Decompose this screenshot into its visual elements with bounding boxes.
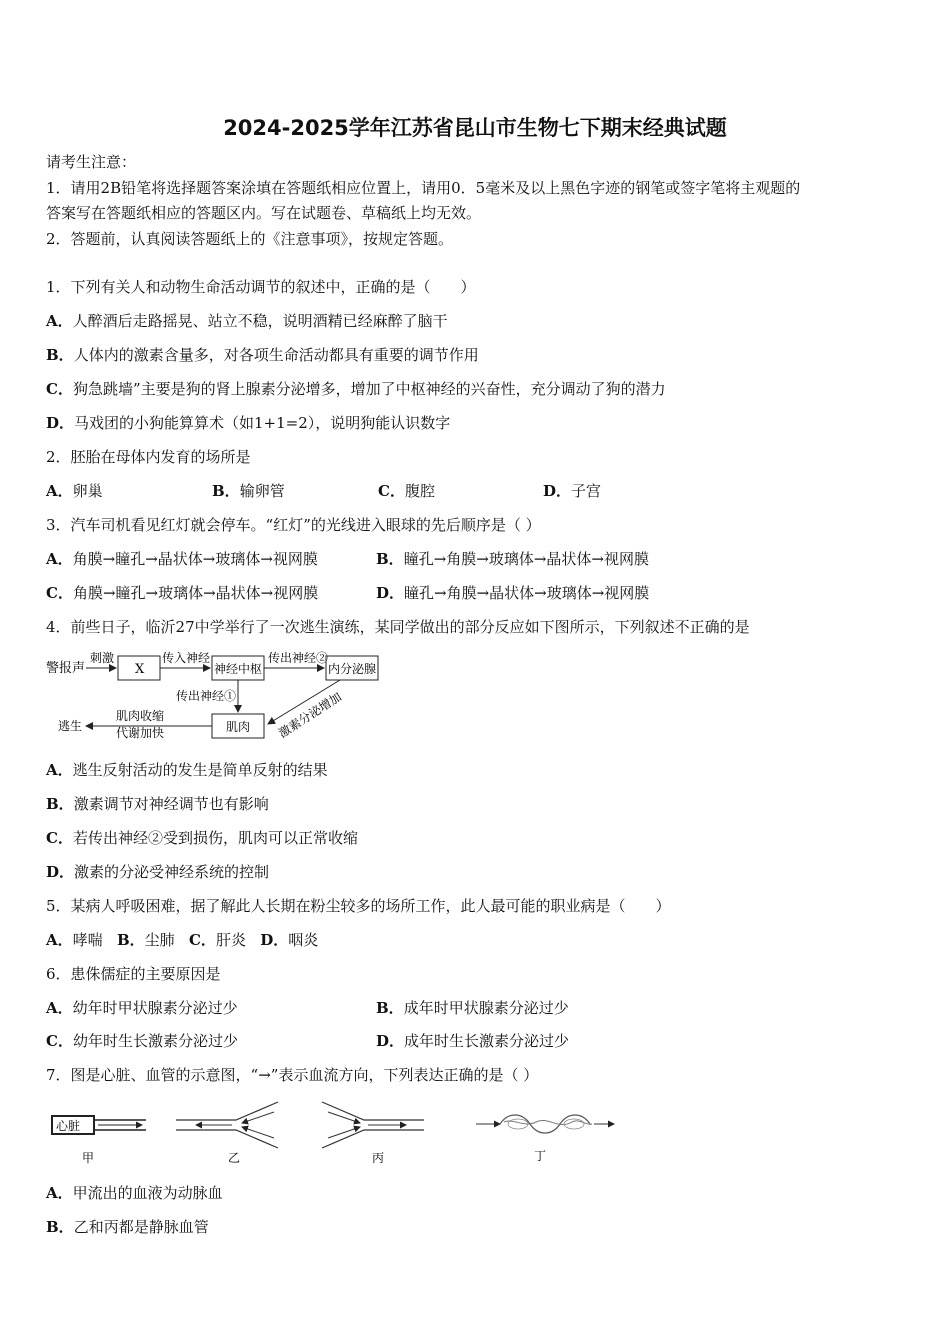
question-5-stem: 5．某病人呼吸困难，据了解此人长期在粉尘较多的场所工作，此人最可能的职业病是（ ） [46, 897, 671, 915]
center-box-label: 神经中枢 [214, 662, 263, 676]
stimulus-label: 刺激 [90, 651, 115, 665]
q6-option-a: A．幼年时甲状腺素分泌过少 [46, 999, 238, 1017]
question-6-stem: 6．患侏儒症的主要原因是 [46, 965, 221, 983]
figure-label-bing: 丙 [372, 1151, 385, 1165]
hormone-label: 激素分泌增加 [276, 689, 345, 741]
q4-option-d: D．激素的分泌受神经系统的控制 [46, 863, 270, 881]
q1-option-a: A．人醉酒后走路摇晃、站立不稳，说明酒精已经麻醉了脑干 [46, 312, 448, 330]
notice-heading: 请考生注意： [46, 153, 137, 171]
q6-option-d: D．成年时生长激素分泌过少 [376, 1032, 570, 1050]
q6-option-c: C．幼年时生长激素分泌过少 [46, 1032, 238, 1050]
q3-option-c: C．角膜→瞳孔→玻璃体→晶状体→视网膜 [46, 584, 319, 602]
muscle-box-label: 肌肉 [226, 720, 251, 734]
figure-label-jia: 甲 [82, 1151, 95, 1165]
contract1-label: 肌肉收缩 [116, 709, 165, 723]
notice-line: 1．请用2B铅笔将选择题答案涂填在答题纸相应位置上，请用0．5毫米及以上黑色字迹的钢笔或签字笔将主观题的 [46, 179, 801, 197]
q4-option-a: A．逃生反射活动的发生是简单反射的结果 [46, 761, 328, 779]
figure-label-yi: 乙 [228, 1151, 241, 1165]
q1-option-d: D．马戏团的小狗能算算术（如1+1=2），说明狗能认识数字 [46, 414, 451, 432]
question-3-stem: 3．汽车司机看见红灯就会停车。“红灯”的光线进入眼球的先后顺序是（ ） [46, 516, 541, 534]
alarm-label: 警报声 [46, 661, 86, 676]
q2-option-d: D．子宫 [543, 482, 602, 500]
question-2-stem: 2．胚胎在母体内发育的场所是 [46, 448, 251, 466]
page-title: 2024-2025学年江苏省昆山市生物七下期末经典试题 [223, 116, 727, 140]
efferent2-label: 传出神经② [268, 651, 329, 665]
notice-line: 2．答题前，认真阅读答题纸上的《注意事项》，按规定答题。 [46, 230, 454, 248]
q2-option-b: B．输卵管 [212, 482, 285, 500]
q5-options: A．哮喘 B．尘肺 C．肝炎 D．咽炎 [46, 931, 319, 949]
q2-option-c: C．腹腔 [378, 482, 435, 500]
q6-option-b: B．成年时甲状腺素分泌过少 [376, 999, 569, 1017]
q2-option-a: A．卵巢 [46, 482, 103, 500]
q7-option-b: B．乙和丙都是静脉血管 [46, 1218, 209, 1236]
heart-vessel-figure [46, 1096, 626, 1168]
escape-label: 逃生 [58, 719, 83, 733]
reflex-diagram [40, 648, 390, 744]
figure-label-ding: 丁 [534, 1149, 547, 1163]
q1-option-c: C．狗急跳墙”主要是狗的肾上腺素分泌增多，增加了中枢神经的兴奋性，充分调动了狗的潜力 [46, 380, 666, 398]
q7-option-a: A．甲流出的血液为动脉血 [46, 1184, 223, 1202]
question-4-stem: 4．前些日子，临沂27中学举行了一次逃生演练，某同学做出的部分反应如下图所示，下列叙述不正确的是 [46, 618, 750, 636]
afferent-label: 传入神经 [162, 651, 211, 665]
q4-option-b: B．激素调节对神经调节也有影响 [46, 795, 269, 813]
contract2-label: 代谢加快 [116, 726, 165, 740]
question-1-stem: 1．下列有关人和动物生命活动调节的叙述中，正确的是（ ） [46, 278, 476, 296]
q1-option-b: B．人体内的激素含量多，对各项生命活动都具有重要的调节作用 [46, 346, 479, 364]
x-box-label: X [135, 662, 145, 677]
question-7-stem: 7．图是心脏、血管的示意图，“→”表示血流方向，下列表达正确的是（ ） [46, 1066, 539, 1084]
q3-option-a: A．角膜→瞳孔→晶状体→玻璃体→视网膜 [46, 550, 318, 568]
q4-option-c: C．若传出神经②受到损伤，肌肉可以正常收缩 [46, 829, 358, 847]
notice-line: 答案写在答题纸相应的答题区内。写在试题卷、草稿纸上均无效。 [46, 204, 482, 222]
q3-option-d: D．瞳孔→角膜→晶状体→玻璃体→视网膜 [376, 584, 650, 602]
q3-option-b: B．瞳孔→角膜→玻璃体→晶状体→视网膜 [376, 550, 649, 568]
efferent1-label: 传出神经① [176, 689, 237, 703]
heart-label: 心脏 [56, 1119, 81, 1133]
gland-box-label: 内分泌腺 [328, 662, 377, 676]
